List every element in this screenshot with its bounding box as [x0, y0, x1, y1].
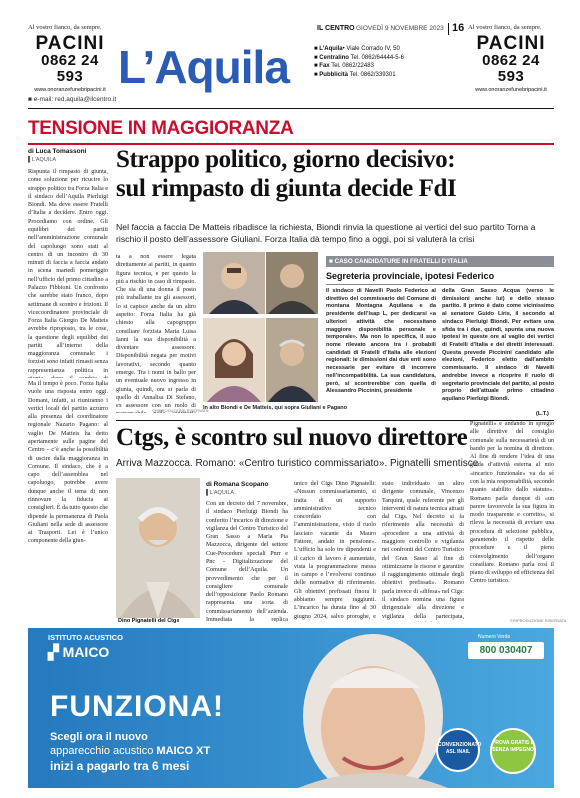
ad-phone: 0862 24 593 — [41, 52, 99, 85]
sidebar-kicker: ■ CASO CANDIDATURE IN FRATELLI D’ITALIA — [326, 256, 554, 267]
advert-line: inizi a pagarlo tra 6 mesi — [50, 759, 190, 773]
headline — [116, 146, 556, 204]
header-ad-left[interactable] — [28, 24, 112, 94]
advert-line: Scegli ora il nuovo — [50, 731, 148, 743]
page-number: 16 — [452, 22, 465, 34]
maico-advert[interactable] — [28, 628, 554, 788]
sidebar-rule — [326, 284, 554, 285]
photo-biondi — [203, 252, 265, 314]
photo-pagano — [266, 318, 318, 402]
byline: di Luca Tomassoni — [28, 148, 87, 155]
ad-phone: 0862 24 593 — [482, 52, 540, 85]
ad-url: www.onoranzefunebripacini.it — [475, 86, 547, 93]
masthead: L’Aquila — [118, 41, 289, 93]
ad-slogan: Al vostro fianco, da sempre. — [468, 24, 542, 31]
photo-de-matteis — [266, 252, 318, 314]
advert-headline: FUNZIONA! — [50, 690, 224, 723]
header-rule — [28, 108, 554, 109]
article-column: stato individuato un altro dirigente comunale, Vincenzo Tarquini, quale referente per gli interventi di natura tecnica attuati dal Ctgs. Nel decreto si fa riferimento alla necessità di «procedere a una attività di maggiore controllo e vigilanza nei confronti del Centro Turistico del Gran Sasso al fine di ottimizzarne le risorse e garantire il raggiungimento ottimale degli obiettivi prefissati». Romano parla invece di «difesa» nel Ctgs: il sindaco nomina una figura dirigenziale alla direzione e vigilanza della partecipata, — [382, 481, 464, 620]
sidebar-column: della Gran Sasso Acqua (verso le dimissioni anche lui) e dello stesso partito. Il primo è dato come vicinissimo al senatore Guido Liris, il secondo al sindaco Pierluigi Biondi. Per evitare una sfida tra i due, quindi, spunta una nuova ipotesi in queste ore al vaglio dei vertici di Fratelli d’Italia e dei diretti interessati. Questa prevede Piccinini candidato alle elezioni, Federico eletto dall’ambito commissario. Il sindaco di Navelli andrebbe invece a ricoprire il ruolo di segretario provinciale del partito, al posto proprio dell’attuale primo cittadino aquilano Pierluigi Biondi. — [442, 288, 554, 403]
headline: Ctgs, è scontro sul nuovo direttore — [116, 424, 468, 451]
toll-free-number[interactable]: 800 030407 — [468, 642, 544, 659]
section-kicker: TENSIONE IN MAGGIORANZA — [28, 118, 294, 139]
ad-brand: PACINI — [476, 33, 546, 55]
article-column: unico del Ctgs Dino Pignatelli: «Nessun commissariamento, si tratta di un supporto amministrativo tecnico concordato con l’amministrazione, visto il ruolo lasciato vacante da Mauro Fattore, andato in pensione». L’ufficio ha solo tre dipendenti e il carico di lavoro è aumentato, vista la programmazione messa in campo e l’evolversi continuo delle normative di riferimento. Gli obiettivi prefissati finora li abbiamo sempre raggiunti. L’incarico ha durata fino al 30 giugno 2024, salvo proroghe, e — [294, 481, 376, 620]
byline: di Romana Scopano — [206, 481, 269, 488]
header-ad-right[interactable] — [468, 24, 554, 94]
photo-caption: In alto Biondi e De Matteis, qui sopra Giuliani e Pagano — [203, 405, 347, 411]
sidebar-sign: (L.T.) — [536, 411, 549, 417]
free-trial-badge: PROVA GRATIS E SENZA IMPEGNO — [490, 728, 536, 774]
newspaper-name: IL CENTRO — [317, 25, 355, 32]
maico-logo-icon: ▞ — [48, 644, 63, 660]
issue-date: GIOVEDÌ 9 NOVEMBRE 2023 — [356, 25, 444, 32]
contact-line: ■ Fax Tel. 0862/22483 — [314, 63, 374, 70]
kicker-rule — [28, 143, 554, 145]
sidebar-column: Il sindaco di Navelli Paolo Federico al direttivo del commissario del Comune di montana Montagna Aquilana e da presidente dell’Isap L, per dedicarsi «a ulteriori attività che necessitano maggiore disponibilità personale e temporale». Ma non lo specifica, il suo nome rilevato ancora tra i probabili candidati di Fratelli d’Italia alle elezioni regionali: le dimissioni dai due enti sono necessarie per evitare di incorrere nell’incompatibilità. La sua candidatura, però, si scontrerebbe con quella di Alessandro Piccinini, presidente — [326, 288, 436, 395]
ad-brand: PACINI — [35, 33, 105, 55]
photo-caption: Dino Pignatelli del Ctgs — [118, 618, 180, 624]
photo-pignatelli — [116, 478, 200, 618]
photo-giuliani — [203, 318, 265, 402]
article-column: ta a non essere legata direttamente ai partiti, in quanto figura tecnica, e per questo la più a rischio in caso di rimpasto. Che sia di una donna il posto più traballante tra gli assessori, lo si capisce anche da un altro aspetto: Forza Italia ha già chiesto alla capogruppo consiliare forzista Maria Luisa Ianni la sua disponibilità a diventare assessore. Disponibilità negata per motivi lavorativi, secondo quanto emerge. Tra i nomi in ballo per un eventuale nuovo ingresso in giunta, quindi, ora si parla di quello di Annalisa Di Stefano, ex assessore con un ruolo di — [116, 254, 196, 410]
ad-url: www.onoranzefunebripacini.it — [34, 86, 106, 93]
advert-line: apparecchio acustico MAICO XT — [50, 745, 211, 757]
contact-line: ■ Centralino Tel. 0862/64444-5-6 — [314, 54, 404, 61]
headline-line: sul rimpasto di giunta decide FdI — [116, 174, 457, 202]
date-separator — [448, 23, 449, 35]
email-line[interactable]: ■ e-mail: red.aquila@ilcentro.it — [28, 96, 117, 103]
advert-brand-main: ▞ MAICO — [48, 644, 110, 660]
contact-block — [314, 45, 454, 80]
headline-line: Strappo politico, giorno decisivo: — [116, 146, 456, 173]
advert-brand-top: ISTITUTO ACUSTICO — [48, 633, 123, 642]
toll-free-label: Numero Verde — [478, 634, 511, 640]
article-column: Con un decreto del 7 novembre, il sindaco Pierluigi Biondi ha conferito l’incarico di direzione e vigilanza del Centro Turistico del Gran Sasso a Maria Pia Mazzocca, dirigente del settore Cue-Procedure speciali Pnrr e Pnc - Digitalizzazione del Comune dell’Aquila. Un provvedimento che per il consigliere comunale dell’opposizione Paolo Romano rappresenta una sorta di commissariamento dell’azienda. Immediata la replica — [206, 501, 288, 622]
location: ▌L’AQUILA — [28, 157, 57, 163]
article-column: Rispunta il rimpasto di giunta, come soluzione per ricucire lo strappo politico tra Forza Italia e il sindaco dell’Aquila Pierluigi Biondi. Ma deve essere Fratelli d’Italia a decidere. Entro oggi. Procediamo con ordine. Gli equilibri dei partiti nell’amministrazione comunale del capoluogo sono stati al centro di un incontro di 30 minuti di faccia a faccia andato in scena martedì pomeriggio nell’ufficio del primo cittadino a Palazzo Fibbioni. Un confronto che sarebbe stato franco, dopo settimane di scontro e frizioni. Il vicecoordinatore provinciale di Forza Italia Giorgio De Matteis avrebbe riproposto, tra le cose, la questione degli equilibri dei partiti all’interno della maggioranza comunale: i forzisti sono infatti rimasti senza rappresentanza politica in — [28, 169, 108, 374]
contact-line: ■ L’Aquila• Viale Corrado IV, 50 — [314, 46, 400, 52]
ad-slogan: Al vostro fianco, da sempre. — [28, 24, 102, 31]
location: ▌L’AQUILA — [206, 490, 235, 496]
article-column: Pignatelli» e andando in spregio alle direttive del consiglio comunale sulla necessarietà di un bando per la nomina di direttore. Al fine di rendere l’idea di una guida d’attività esterna al mio «incarico funzionale» va da sé con la mia responsabilità, secondo quanto stabilito dallo statuto». Romano parla dunque di «un parere favorevole la sua figura in modo trasparente e corretto», si rileva la necessità di avviare una procedura di selezione pubblica, garantendo il rispetto delle procedure e il pieno coinvolgimento dell’organo consiliare. Romano parla così il piano di sviluppo ed efficienza del Centro turistico. — [470, 421, 554, 585]
contact-line: ■ Pubblicità Tel. 0862/339301 — [314, 72, 396, 79]
credit: ©RIPRODUZIONE RISERVATA — [510, 618, 567, 623]
summary: Arriva Mazzocca. Romano: «Centro turistico commissariato». Pignatelli smentisce — [116, 458, 479, 469]
credit: ©RIPRODUZIONE RISERVATA — [152, 408, 209, 413]
asl-inail-badge: CONVENZIONATO ASL INAIL — [436, 728, 480, 772]
summary: Nel faccia a faccia De Matteis ribadisce la richiesta, Biondi rinvia la questione ai vertici del suo partito Torna a rischio il posto dell’assessore Giuliani. Forza Italia dà tempo fino a oggi, poi si valuterà la crisi — [116, 222, 536, 244]
article-column: Ma il tempo è poco. Forza Italia vuole una risposta entro oggi. Domani, infatti, si riuniranno i vertici locali del partito azzurro alla presenza del coordinatore regionale Nazario Pagano: al vaglio De Matteis ha detto apertamente sulle pagine del Centro – c’è anche la possibilità di uscire dalla maggioranza in Comune. Il sindaco, che è a capo dell’assemblea nel capoluogo, potrebbe avere dunque anche il tema di non rinnovare la fiducia ai consiglieri. È da tutto questo che dipende la permanenza di Paola Giuliani nella sede di assessore ai Trasporti. Lei è l’unico componente della giun- — [28, 381, 108, 545]
sidebar-title: Segreteria provinciale, ipotesi Federico — [326, 271, 495, 281]
